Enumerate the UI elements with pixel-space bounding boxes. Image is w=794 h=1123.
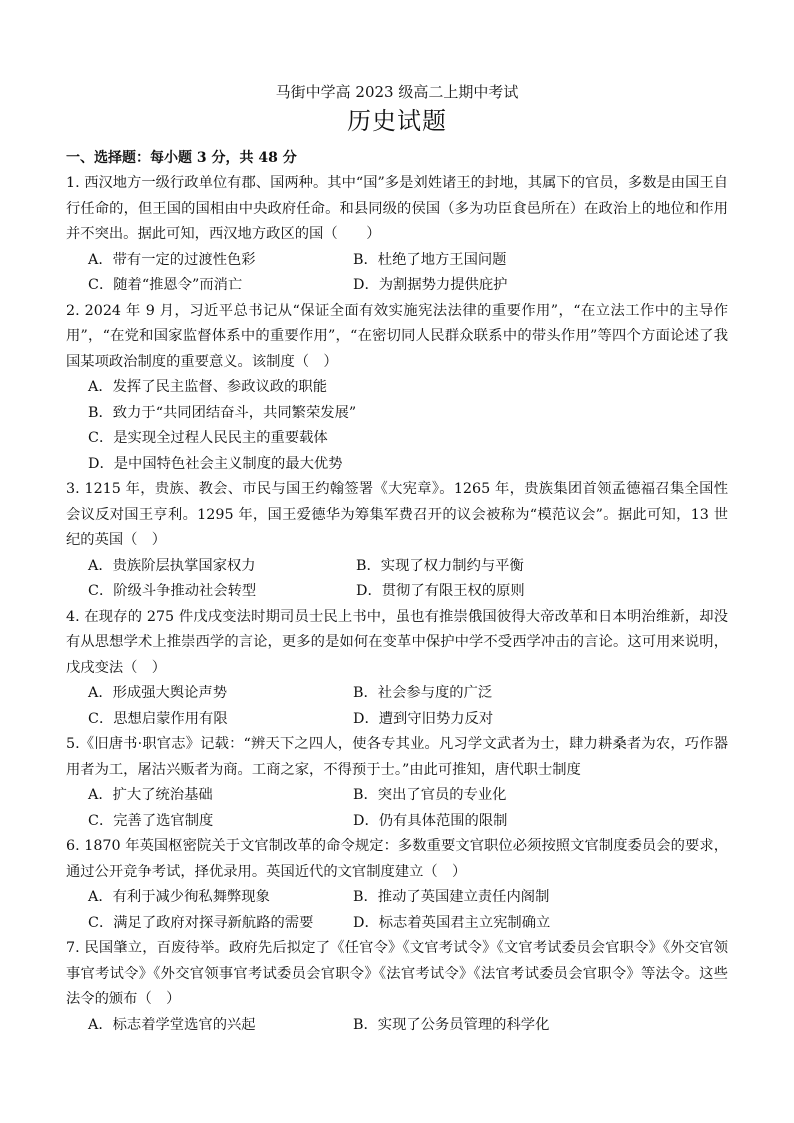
- option-a: A．形成强大舆论声势: [88, 685, 227, 701]
- option-b: B．社会参与度的广泛: [353, 685, 493, 701]
- question-stem: 4. 在现存的 275 件戊戌变法时期司员士民上书中，虽也有推崇俄国彼得大帝改革和日本明治维新，却没有从思想学术上推崇西学的言论，更多的是如何在变革中保护中学不受西学冲击的言论。这可用来说明，戊戌变法（ ）: [66, 608, 728, 676]
- option-group: [66, 885, 728, 936]
- exam-title: 历史试题: [347, 107, 447, 135]
- question-2: [66, 299, 728, 478]
- option-b: B．推动了英国建立责任内阁制: [353, 889, 550, 905]
- section-heading: 一、选择题：每小题 3 分，共 48 分: [66, 150, 297, 166]
- question-stem: 2. 2024 年 9 月，习近平总书记从“保证全面有效实施宪法法律的重要作用”，“在立法工作中的主导作用”，“在党和国家监督体系中的重要作用”，“在密切同人民群众联系中的带头作用”等四个方面论述了我国某项政治制度的重要意义。该制度（ ）: [66, 302, 728, 370]
- option-c: C．完善了选官制度: [88, 812, 214, 829]
- question-5: [66, 732, 728, 834]
- question-7: [66, 936, 728, 1038]
- option-d: D．为割据势力提供庇护: [353, 277, 508, 293]
- option-c: C．满足了政府对探寻新航路的需要: [88, 914, 314, 931]
- option-c: C．随着“推恩令”而消亡: [88, 277, 243, 293]
- question-stem: 1. 西汉地方一级行政单位有郡、国两种。其中“国”多是刘姓诸王的封地，其属下的官员，多数是由国王自行任命的，但王国的国相由中央政府任命。和县同级的侯国（多为功臣食邑所在）在政治上的地位和作用并不突出。据此可知，西汉地方政区的国（ ）: [66, 175, 728, 242]
- question-4: [66, 605, 728, 733]
- option-group: [66, 783, 728, 834]
- option-a: A．有利于减少徇私舞弊现象: [88, 889, 270, 905]
- option-group: [66, 554, 728, 605]
- question-1: [66, 171, 728, 299]
- option-d: D．是中国特色社会主义制度的最大优势: [88, 455, 343, 472]
- option-b: B．实现了公务员管理的科学化: [353, 1016, 550, 1033]
- option-a: A．发挥了民主监督、参政议政的职能: [88, 379, 328, 395]
- option-d: D．贯彻了有限王权的原则: [356, 583, 525, 599]
- option-a: A．扩大了统治基础: [88, 787, 213, 803]
- question-stem: 5.《旧唐书·职官志》记载：“辨天下之四人，使各专其业。凡习学文武者为士，肆力耕桑者为农，巧作器用者为工，屠沽兴贩者为商。工商之家，不得预于士。”由此可推知，唐代职士制度: [66, 736, 728, 778]
- option-d: D．标志着英国君主立宪制确立: [353, 914, 551, 931]
- exam-subtitle: 马街中学高 2023 级高二上期中考试: [275, 83, 519, 101]
- option-a: A．贵族阶层执掌国家权力: [88, 557, 256, 574]
- option-d: D．遭到守旧势力反对: [353, 710, 494, 727]
- option-group: [66, 681, 728, 732]
- question-stem: 3. 1215 年，贵族、教会、市民与国王约翰签署《大宪章》。1265 年，贵族集团首领孟德福召集全国性会议反对国王亨利。1295 年，国王爱德华为筹集军费召开的议会被称为“模范议会”。据此可知，13 世纪的英国（ ）: [66, 481, 728, 548]
- option-group: [66, 1013, 728, 1039]
- option-group: [66, 375, 728, 477]
- question-3: [66, 477, 728, 605]
- question-stem: 6. 1870 年英国枢密院关于文官制改革的命令规定：多数重要文官职位必须按照文官制度委员会的要求，通过公开竞争考试，择优录用。英国近代的文官制度建立（ ）: [66, 838, 728, 880]
- option-a: A．带有一定的过渡性色彩: [88, 251, 256, 268]
- option-b: B．致力于“共同团结奋斗，共同繁荣发展”: [88, 404, 357, 421]
- option-c: C．阶级斗争推动社会转型: [88, 583, 257, 599]
- option-b: B．杜绝了地方王国问题: [353, 251, 507, 268]
- option-c: C．思想启蒙作用有限: [88, 710, 228, 727]
- option-b: B．实现了权力制约与平衡: [356, 557, 524, 574]
- question-list: [66, 171, 728, 1038]
- option-b: B．突出了官员的专业化: [353, 787, 507, 803]
- question-stem: 7. 民国肇立，百废待举。政府先后拟定了《任官令》《文官考试令》《文官考试委员会官职令》《外交官领事官考试令》《外交官领事官考试委员会官职令》《法官考试令》《法官考试委员会官职令》等法令。这些法令的颁布（ ）: [66, 940, 728, 1007]
- option-c: C．是实现全过程人民民主的重要载体: [88, 430, 328, 446]
- option-d: D．仍有具体范围的限制: [353, 812, 508, 829]
- question-6: [66, 834, 728, 936]
- option-a: A．标志着学堂选官的兴起: [88, 1016, 256, 1033]
- option-group: [66, 248, 728, 299]
